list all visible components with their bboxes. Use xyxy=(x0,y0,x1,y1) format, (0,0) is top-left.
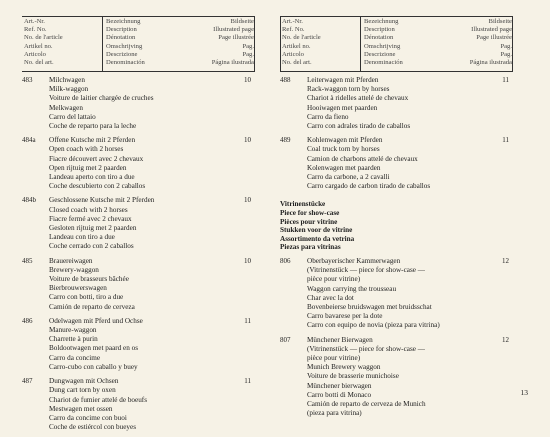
description-line: Coche descubierto con 2 caballos xyxy=(49,182,146,191)
description-line: Carro del lattaio xyxy=(49,112,96,121)
description-line: Open rijtuig met 2 paarden xyxy=(49,163,127,172)
description-line: Closed coach with 2 horses xyxy=(49,205,128,214)
left-column-header xyxy=(22,16,255,72)
desc-label: Bezeichnung xyxy=(364,18,399,25)
description-line: Voiture de laitier chargée de cruches xyxy=(49,94,154,103)
description-line: Carro da carbone, a 2 cavalli xyxy=(307,173,390,182)
page-number: 13 xyxy=(520,388,528,397)
article-number: 487 xyxy=(22,377,33,386)
desc-label: Descrizione xyxy=(364,50,396,58)
description-line: Melkwagen xyxy=(49,103,83,112)
desc-label: Denominación xyxy=(106,59,145,67)
left-column xyxy=(22,16,255,437)
page-label: Página ilustrada xyxy=(469,59,512,67)
showcase-heading-line: Vitrinenstücke xyxy=(280,200,326,209)
description-lines xyxy=(307,336,513,419)
description-line: Carro da fieno xyxy=(307,112,349,121)
showcase-heading-line: Stukken voor de vitrine xyxy=(280,226,353,235)
description-line: pièce pour vitrine) xyxy=(307,354,361,363)
description-line: Boldootwagen met paard en os xyxy=(49,344,139,353)
description-line: Coche de estiércol con bueyes xyxy=(49,423,137,432)
page-label: Página ilustrada xyxy=(211,59,254,67)
page-label: Bildseite xyxy=(230,18,254,25)
art-label: Articolo xyxy=(282,50,304,58)
illustrated-page-labels xyxy=(212,18,254,67)
description-lines xyxy=(307,136,513,191)
description-line: Coche de reparto para la leche xyxy=(49,122,137,131)
art-label: No. del art. xyxy=(24,59,54,67)
description-line: (Vitrinenstück — piece for show-case — xyxy=(307,344,425,353)
article-number: 806 xyxy=(280,257,291,265)
header-divider xyxy=(512,17,513,71)
illustrated-page-number: 10 xyxy=(244,196,251,205)
catalog-entry xyxy=(280,136,513,191)
description-line: Offene Kutsche mit 2 Pferden xyxy=(49,136,136,145)
description-line: Fiacre fermé avec 2 chevaux xyxy=(49,214,132,223)
article-number: 486 xyxy=(22,316,33,325)
desc-label: Dénotation xyxy=(364,34,394,42)
catalog-entry xyxy=(280,257,513,331)
description-line: Brewery-waggon xyxy=(49,265,99,274)
description-line: Carro cargado de carbon tirado de caballos xyxy=(307,182,431,191)
description-line: Landeau con tiro a due xyxy=(49,233,115,242)
description-line: Voiture de brasseurs bâchée xyxy=(49,275,129,284)
description-line: Carro bavarese per la dote xyxy=(307,312,383,321)
description-line: Manure-waggon xyxy=(49,326,97,335)
desc-label: Description xyxy=(106,26,137,34)
art-label: Articolo xyxy=(24,50,46,58)
description-line: Milchwagen xyxy=(49,76,85,84)
description-lines xyxy=(49,317,255,372)
description-line: Char avec la dot xyxy=(307,293,354,302)
description-line: Kohlenwagen mit Pferden xyxy=(307,136,383,145)
description-lines xyxy=(307,76,513,131)
page-label: Pag. xyxy=(500,50,512,58)
description-line: (Vitrinenstück — piece for show-case — xyxy=(307,266,425,275)
description-lines xyxy=(49,136,255,191)
description-line: Chariot de fumier attelé de boeufs xyxy=(49,395,147,404)
art-label: Artikel no. xyxy=(24,42,53,50)
illustrated-page-number: 11 xyxy=(502,136,509,145)
description-line: Munich Brewery waggon xyxy=(307,363,381,372)
desc-label: Bezeichnung xyxy=(106,18,141,25)
description-line: Fiacre découvert avec 2 chevaux xyxy=(49,154,144,163)
description-line: Bierbrouwerswagen xyxy=(49,284,107,293)
article-number: 488 xyxy=(280,76,291,84)
desc-label: Dénotation xyxy=(106,34,136,42)
description-labels xyxy=(106,18,145,67)
art-label: No. del art. xyxy=(282,59,312,67)
catalog-entry xyxy=(22,76,255,131)
illustrated-page-number: 11 xyxy=(244,316,251,325)
art-label: Artikel no. xyxy=(282,42,311,50)
header-divider xyxy=(254,17,255,71)
page-label: Illustrated page xyxy=(471,26,512,34)
right-entry-list-top xyxy=(280,76,513,191)
article-number: 485 xyxy=(22,256,33,265)
desc-label: Omschrijving xyxy=(106,42,143,50)
art-label: No. de l'article xyxy=(24,34,63,42)
description-line: Open coach with 2 horses xyxy=(49,145,124,154)
description-line: Milk-waggon xyxy=(49,85,89,94)
description-line: Dung cart torn by oxen xyxy=(49,386,116,395)
description-line: Landeau aperto con tiro a due xyxy=(49,173,135,182)
desc-label: Description xyxy=(364,26,395,34)
showcase-heading-line: Piezas para vitrinas xyxy=(280,243,341,252)
description-line: Geschlossene Kutsche mit 2 Pferden xyxy=(49,196,155,205)
description-line: Coal truck torn by horses xyxy=(307,145,380,154)
description-line: Camión de reparto de cerveza de Munich xyxy=(307,400,426,409)
description-line: Leiterwagen mit Pferden xyxy=(307,76,379,84)
right-column-header xyxy=(280,16,513,72)
description-line: Hooiwagen met paarden xyxy=(307,103,378,112)
art-number-labels xyxy=(24,18,63,67)
page-label: Illustrated page xyxy=(213,26,254,34)
description-line: Dungwagen mit Ochsen xyxy=(49,377,119,386)
description-line: Brauereiwagen xyxy=(49,256,93,265)
description-line: Odelwagen mit Pferd und Ochse xyxy=(49,316,143,325)
page-label: Pag. xyxy=(500,42,512,50)
catalog-entry xyxy=(280,76,513,131)
desc-label: Descrizione xyxy=(106,50,138,58)
description-line: Rack-waggon torn by horses xyxy=(307,85,390,94)
showcase-heading xyxy=(280,200,513,252)
header-divider xyxy=(102,17,103,71)
art-label: Art.-Nr. xyxy=(24,18,45,25)
description-line: Coche cerrado con 2 caballos xyxy=(49,242,134,251)
description-lines xyxy=(49,76,255,131)
description-line: Carro botti di Monaco xyxy=(307,390,372,399)
catalog-entry xyxy=(22,317,255,372)
description-line: Mestwagen met ossen xyxy=(49,404,113,413)
description-line: Voiture de brasserie munichoise xyxy=(307,372,399,381)
illustrated-page-number: 12 xyxy=(502,335,509,344)
showcase-heading-line: Pièces pour vitrine xyxy=(280,217,338,226)
art-label: Art.-Nr. xyxy=(282,18,303,25)
description-line: Carro con equipo de novia (pieza para vitrina) xyxy=(307,321,440,330)
description-line: pièce pour vitrine) xyxy=(307,275,361,284)
description-line: Gesloten rijtuig met 2 paarden xyxy=(49,224,137,233)
illustrated-page-number: 10 xyxy=(244,76,251,84)
article-number: 489 xyxy=(280,136,291,145)
description-line: Carro con adrales tirado de caballos xyxy=(307,122,411,131)
catalog-entry xyxy=(22,196,255,251)
article-number: 807 xyxy=(280,335,291,344)
catalog-entry xyxy=(280,336,513,419)
description-line: Bovenbeierse bruidswagen met bruidsschat xyxy=(307,303,432,312)
description-line: Camion de charbons attelé de chevaux xyxy=(307,154,418,163)
showcase-heading-line: Assortimento da vetrina xyxy=(280,234,355,243)
page-label: Pag. xyxy=(242,42,254,50)
page-label: Bildseite xyxy=(488,18,512,25)
description-line: Münchener Bierwagen xyxy=(307,335,373,344)
catalog-entry xyxy=(22,136,255,191)
showcase-heading-line: Piece for show-case xyxy=(280,209,340,218)
illustrated-page-number: 10 xyxy=(244,136,251,145)
art-label: Ref. No. xyxy=(282,26,305,34)
description-line: Oberbayerischer Kammerwagen xyxy=(307,257,401,265)
description-lines xyxy=(307,257,513,331)
description-line: Camión de reparto de cerveza xyxy=(49,302,135,311)
page-label: Page illustrée xyxy=(476,34,512,42)
desc-label: Omschrijving xyxy=(364,42,401,50)
description-line: Kolenwagen met paarden xyxy=(307,163,381,172)
left-entry-list xyxy=(22,76,255,432)
description-line: Münchener bierwagen xyxy=(307,381,372,390)
desc-label: Denominación xyxy=(364,59,403,67)
description-line: Carro da concime xyxy=(49,353,101,362)
right-entry-list-bottom xyxy=(280,257,513,418)
description-labels xyxy=(364,18,403,67)
description-line: Waggon carrying the trousseau xyxy=(307,284,397,293)
description-lines xyxy=(49,196,255,251)
illustrated-page-number: 12 xyxy=(502,257,509,265)
page-label: Page illustrée xyxy=(218,34,254,42)
description-line: Chariot à ridelles attelé de chevaux xyxy=(307,94,409,103)
description-line: Carro con botti, tiro a due xyxy=(49,293,124,302)
illustrated-page-number: 11 xyxy=(502,76,509,84)
art-label: No. de l'article xyxy=(282,34,321,42)
catalog-entry xyxy=(22,257,255,312)
right-column xyxy=(280,16,513,423)
page-label: Pag. xyxy=(242,50,254,58)
description-line: Carro da concime con buoi xyxy=(49,413,127,422)
description-line: (pieza para vitrina) xyxy=(307,409,362,418)
illustrated-page-number: 11 xyxy=(244,377,251,386)
illustrated-page-labels xyxy=(470,18,512,67)
description-lines xyxy=(49,257,255,312)
article-number: 483 xyxy=(22,76,33,84)
art-label: Ref. No. xyxy=(24,26,47,34)
article-number: 484b xyxy=(22,196,36,205)
illustrated-page-number: 10 xyxy=(244,256,251,265)
description-line: Charrette à purin xyxy=(49,335,98,344)
article-number: 484a xyxy=(22,136,36,145)
art-number-labels xyxy=(282,18,321,67)
header-divider xyxy=(360,17,361,71)
description-line: Carro-cubo con caballo y buey xyxy=(49,362,138,371)
header-divider xyxy=(280,17,281,71)
